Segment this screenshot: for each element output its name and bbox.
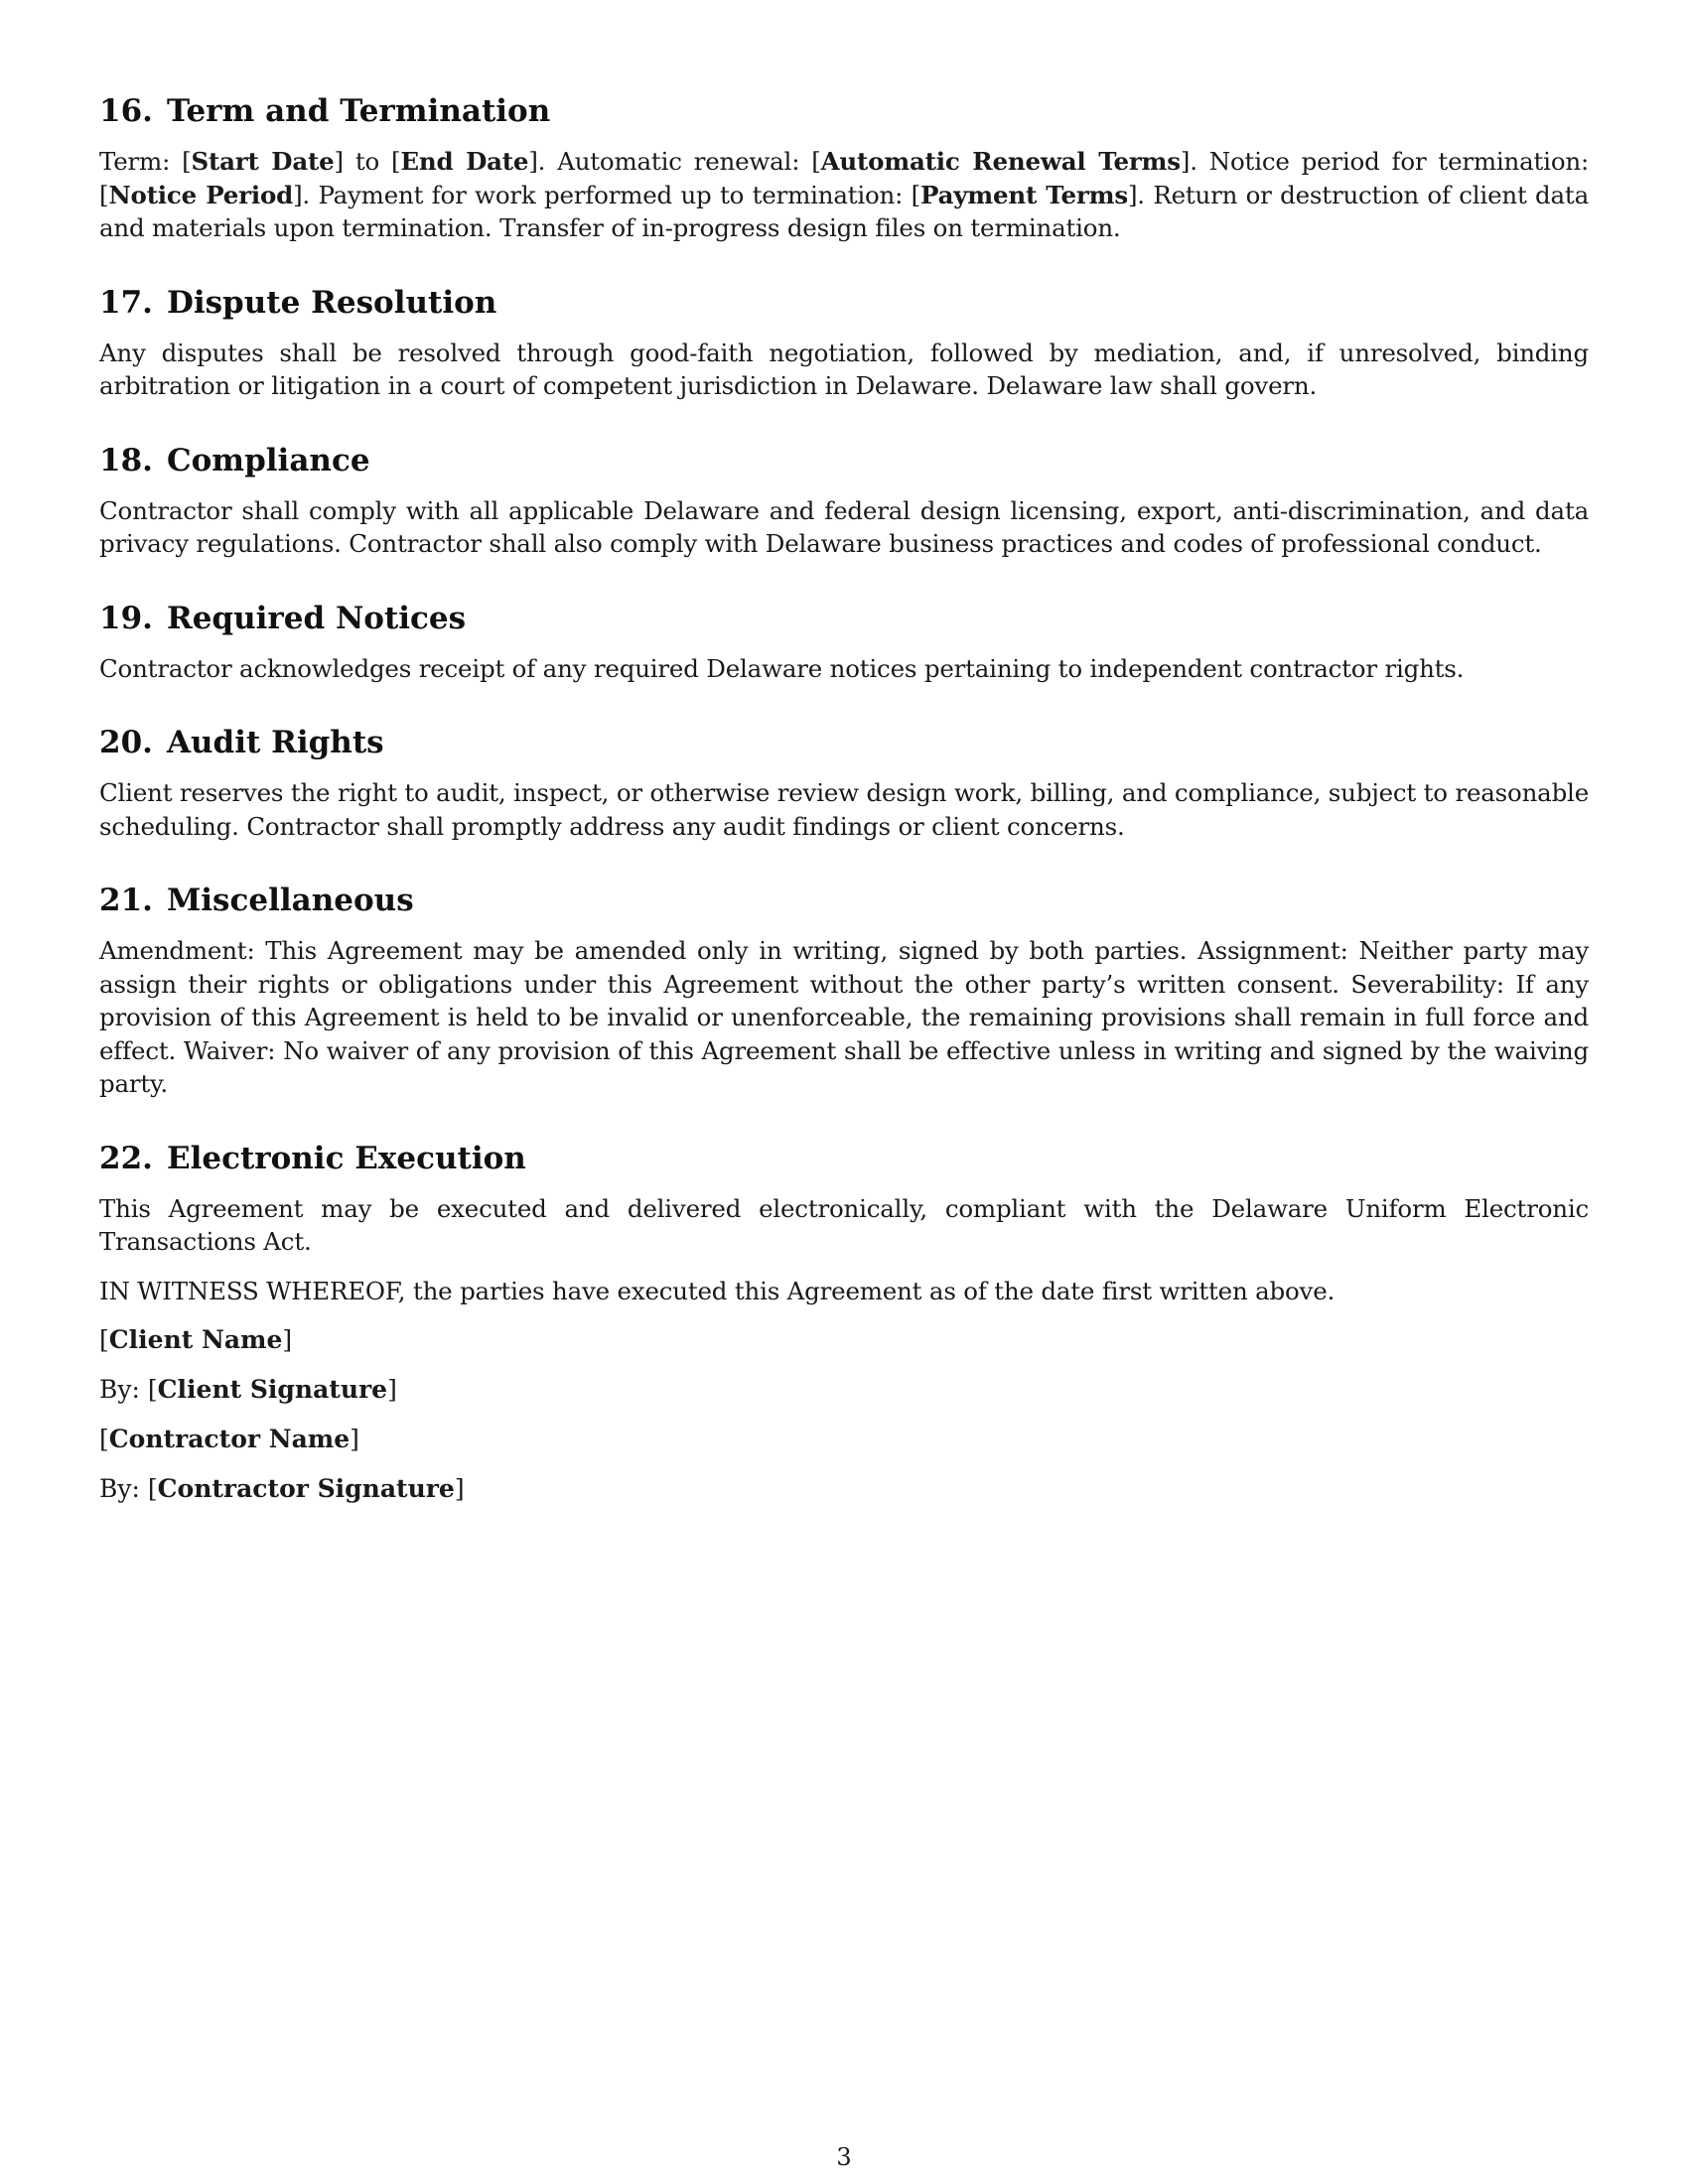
section-miscellaneous [99, 881, 1589, 1101]
section-heading [99, 723, 1589, 762]
by-label: By: [99, 1474, 148, 1503]
bracket: ] [387, 1375, 397, 1404]
bracket: [ [147, 1375, 158, 1404]
placeholder-client-signature: Client Signature [157, 1375, 388, 1404]
section-heading [99, 881, 1589, 920]
section-heading [99, 441, 1589, 480]
text-run: Term: [ [99, 147, 192, 176]
section-number: 22. [99, 1140, 153, 1176]
placeholder-client-name: Client Name [108, 1325, 283, 1354]
section-body: Contractor acknowledges receipt of any required Delaware notices pertaining to independent contractor rights. [99, 653, 1465, 683]
placeholder-notice-period: Notice Period [108, 180, 294, 209]
section-number: 19. [99, 600, 153, 636]
placeholder-contractor-name: Contractor Name [108, 1425, 351, 1453]
section-title: Required Notices [166, 600, 467, 636]
bracket: ] [282, 1325, 293, 1354]
page-number: 3 [836, 2143, 852, 2171]
text-run: ]. Notice period for termination: [ [99, 147, 1590, 209]
text-run: ] to [ [334, 147, 401, 176]
client-name-line [99, 1323, 1589, 1357]
section-dispute-resolution [99, 283, 1589, 403]
contractor-name-line [99, 1423, 1589, 1456]
section-compliance [99, 441, 1589, 561]
section-body: Contractor shall comply with all applicable Delaware and federal design licensing, export, anti-discrimination, and data privacy regulations. Contractor shall also comply with Delaware business practices and codes of professional conduct. [99, 495, 1589, 558]
section-body: Client reserves the right to audit, inspect, or otherwise review design work, billing, and compliance, subject to reasonable scheduling. Contractor shall promptly address any audit findings or client concerns. [99, 778, 1589, 841]
section-electronic-execution [99, 1139, 1589, 1507]
section-heading [99, 599, 1589, 638]
section-body: Amendment: This Agreement may be amended only in writing, signed by both parties. Assignment: Neither party may assign their rights or obligations under this Agreement without the other party’s written consent. Severability: If any provision of this Agreement is held to be invalid or unenforceable, the remaining provisions shall remain in full force and effect. Waiver: No waiver of any provision of this Agreement shall be effective unless in writing and signed by the waiving party. [99, 936, 1589, 1098]
placeholder-payment-terms: Payment Terms [920, 180, 1128, 209]
section-title: Audit Rights [166, 725, 384, 760]
section-number: 17. [99, 284, 153, 321]
section-audit-rights [99, 723, 1589, 843]
bracket: [ [99, 1325, 109, 1354]
section-heading [99, 91, 1589, 131]
placeholder-end-date: End Date [400, 147, 529, 176]
section-body [99, 145, 1589, 245]
document-page [99, 91, 1589, 1544]
section-title: Term and Termination [166, 93, 551, 129]
bracket: [ [147, 1474, 158, 1503]
section-number: 18. [99, 442, 153, 478]
section-title: Dispute Resolution [166, 284, 497, 321]
bracket: ] [454, 1474, 465, 1503]
section-body: Any disputes shall be resolved through good-faith negotiation, followed by mediation, and, if unresolved, binding arbitration or litigation in a court of competent jurisdiction in Delaware. Delaware law shall govern. [99, 338, 1589, 400]
witness-statement: IN WITNESS WHEREOF, the parties have executed this Agreement as of the date first written above. [99, 1276, 1336, 1305]
client-signature-line [99, 1373, 1589, 1407]
section-number: 21. [99, 883, 153, 918]
section-number: 20. [99, 725, 153, 760]
section-title: Compliance [166, 442, 370, 478]
section-title: Electronic Execution [166, 1140, 526, 1176]
section-body: This Agreement may be executed and delivered electronically, compliant with the Delaware Uniform Electronic Transactions Act. [99, 1193, 1589, 1256]
contractor-signature-line [99, 1472, 1589, 1506]
section-title: Miscellaneous [166, 883, 414, 918]
bracket: ] [350, 1425, 359, 1453]
bracket: [ [99, 1425, 109, 1453]
section-term-and-termination [99, 91, 1589, 245]
section-required-notices [99, 599, 1589, 686]
text-run: ]. Payment for work performed up to termination: [ [293, 180, 920, 209]
text-run: ]. Automatic renewal: [ [528, 147, 821, 176]
section-heading [99, 283, 1589, 323]
section-number: 16. [99, 93, 153, 129]
placeholder-start-date: Start Date [191, 147, 335, 176]
placeholder-contractor-signature: Contractor Signature [157, 1474, 455, 1503]
text-run: ]. Return or destruction of client data and materials upon termination. Transfer of in-progress design files on termination. [99, 180, 1589, 242]
by-label: By: [99, 1375, 148, 1404]
section-heading [99, 1139, 1589, 1178]
placeholder-renewal-terms: Automatic Renewal Terms [820, 147, 1181, 176]
